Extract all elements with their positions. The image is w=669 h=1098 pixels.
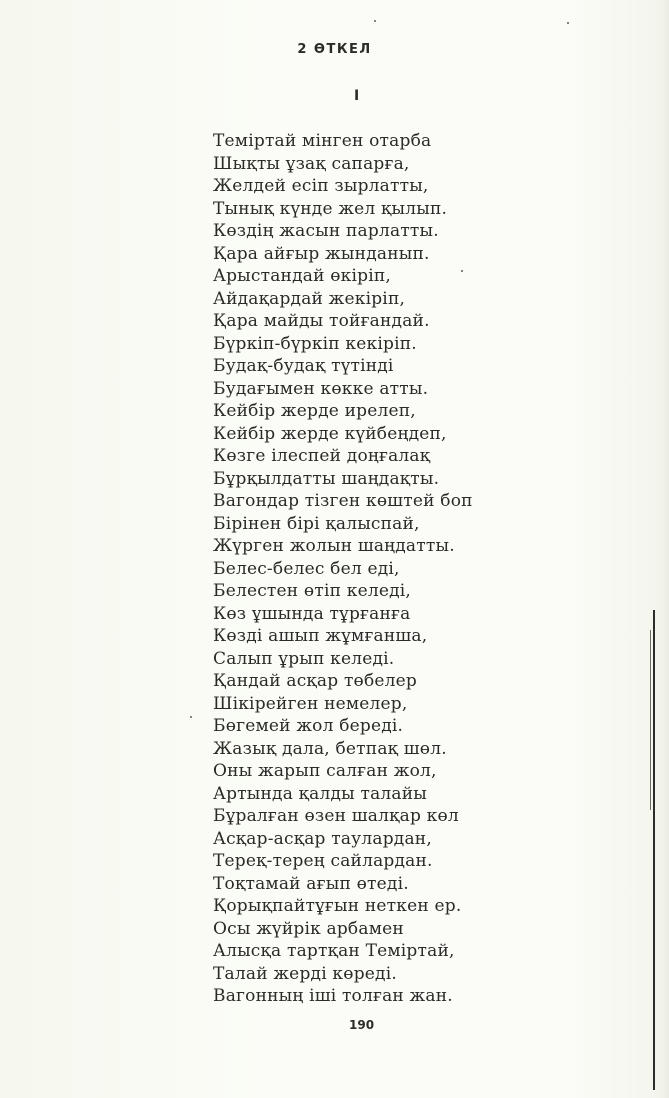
poem-line: Тынық күнде жел қылып. <box>213 198 448 219</box>
print-speck <box>190 716 192 718</box>
poem-line: Теміртай мінген отарба <box>213 131 432 151</box>
poem-line: Осы жүйрік арбамен <box>213 918 404 939</box>
poem-line: Тоқтамай ағып өтеді. <box>213 873 409 894</box>
poem-line: Артында қалды талайы <box>213 783 428 804</box>
poem-line: Жүрген жолын шаңдатты. <box>213 536 455 556</box>
poem-line: Арыстандай өкіріп, <box>213 266 391 286</box>
poem-line: Кейбір жерде ирелеп, <box>213 401 416 421</box>
poem-line: Будағымен көкке атты. <box>213 378 429 399</box>
chapter-header: 2 ӨТКЕЛ <box>297 42 372 57</box>
binding-edge-line-thin <box>650 630 651 810</box>
poem-line: Бірінен бірі қалыспай, <box>213 513 420 534</box>
poem-line: Салып ұрып келеді. <box>213 648 395 669</box>
poem-line: Желдей есіп зырлатты, <box>213 176 429 196</box>
poem-line: Бұрқылдатты шаңдақты. <box>213 468 440 489</box>
poem-line: Бөгемей жол береді. <box>213 716 404 736</box>
poem-line: Бұралған өзен шалқар көл <box>213 806 459 826</box>
section-number: I <box>354 88 360 104</box>
poem-line: Белестен өтіп келеді, <box>213 581 411 601</box>
poem-line: Шікірейген немелер, <box>213 693 408 714</box>
poem-text <box>213 130 513 1008</box>
poem-line: Қорықпайтұғын неткен ер. <box>213 896 462 916</box>
poem-line: Қара майды тойғандай. <box>213 311 430 331</box>
print-speck <box>374 20 376 22</box>
poem-line: Шықты ұзақ сапарға, <box>213 153 410 174</box>
poem-line: Кейбір жерде күйбеңдеп, <box>213 423 447 444</box>
poem-line: Көз ұшында тұрғанға <box>213 603 411 624</box>
poem-line: Будақ-будақ түтінді <box>213 356 394 376</box>
poem-line: Вагонның іші толған жан. <box>213 986 453 1006</box>
poem-line: Қандай асқар төбелер <box>213 671 418 691</box>
poem-line: Көзді ашып жұмғанша, <box>213 626 428 646</box>
print-speck <box>567 22 569 24</box>
poem-line: Тереқ-терең сайлардан. <box>213 851 433 871</box>
poem-line: Көзге ілеспей доңғалақ <box>213 446 431 466</box>
poem-line: Белес-белес бел еді, <box>213 558 400 579</box>
poem-line: Алысқа тартқан Теміртай, <box>213 941 455 961</box>
poem-line: Қара айғыр жынданып. <box>213 243 430 264</box>
page-right-edge <box>655 0 669 1098</box>
poem-line: Бүркіп-бүркіп кекіріп. <box>213 333 417 354</box>
poem-line: Айдақардай жекіріп, <box>213 288 406 309</box>
poem-line: Асқар-асқар таулардан, <box>213 828 432 849</box>
poem-line: Жазық дала, бетпақ шөл. <box>213 738 447 759</box>
page-number: 190 <box>349 1018 375 1032</box>
poem-line: Оны жарып салған жол, <box>213 761 437 781</box>
poem-line: Көздің жасын парлатты. <box>213 221 439 241</box>
poem-line: Вагондар тізген көштей боп <box>213 491 473 511</box>
poem-line: Талай жерді көреді. <box>213 963 397 984</box>
